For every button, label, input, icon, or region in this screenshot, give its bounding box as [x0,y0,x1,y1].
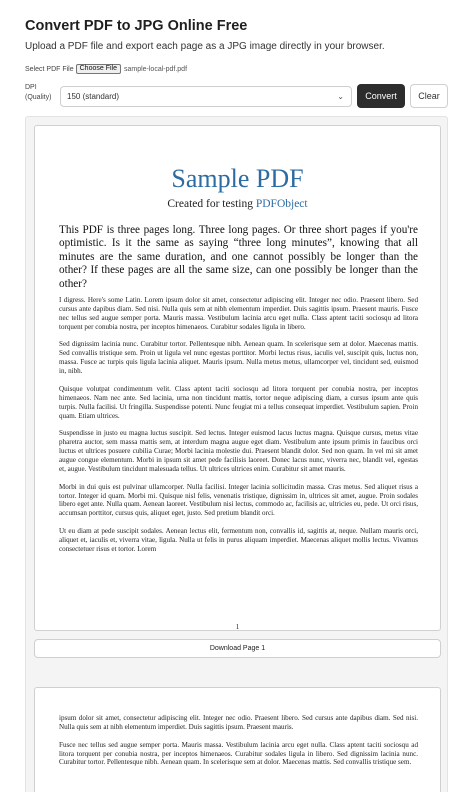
doc-paragraph: ipsum dolor sit amet, consectetur adipiscing elit. Integer nec odio. Praesent libero. Sed cursus ante dapibus diam. Sed nisi. Nulla quis sem at nibh elementum imperdiet. Duis sagittis ipsum. Praesent mauris. [59,714,418,731]
doc-paragraph: Morbi in dui quis est pulvinar ullamcorper. Nulla facilisi. Integer lacinia sollicitudin massa. Cras metus. Sed aliquet risus a tortor. Integer id quam. Morbi mi. Quisque nisl felis, venenatis tristique, dignissim in, ultrices sit amet, augue. Proin sodales libero eget ante. Nulla quam. Aenean laoreet. Vestibulum nisi lectus, commodo ac, facilisis ac, ultricies eu, pede. Ut orci risus, accumsan porttitor, cursus quis, aliquet eget, justo. Sed pretium blandit orci. [59,482,418,518]
page-subtitle: Upload a PDF file and export each page as a JPG image directly in your browser. [25,41,385,52]
choose-file-button[interactable]: Choose File [76,64,121,74]
doc-paragraphs [59,296,418,563]
dpi-label-line2: (Quality) [25,94,52,101]
preview-panel [25,116,448,792]
doc-paragraph: Sed dignissim lacinia nunc. Curabitur tortor. Pellentesque nibh. Aenean quam. In scelerisque sem at dolor. Maecenas mattis. Sed convallis tristique sem. Proin ut ligula vel nunc egestas porttitor. Morbi lectus risus, iaculis vel, suscipit quis, luctus non, massa. Fusce ac turpis quis ligula lacinia aliquet. Mauris ipsum. Nulla metus metus, ullamcorper vel, tincidunt sed, euismod in, nibh. [59,340,418,376]
dpi-label [25,83,55,103]
selected-file-name: sample-local-pdf.pdf [123,65,188,73]
doc-paragraph: Ut eu diam at pede suscipit sodales. Aenean lectus elit, fermentum non, convallis id, sagittis at, neque. Nullam mauris orci, aliquet et, iaculis et, viverra vitae, ligula. Nulla ut felis in purus aliquam imperdiet. Maecenas aliquet mollis lectus. Vivamus consectetuer risus et tortor. Lorem [59,527,418,553]
doc-paragraphs [59,714,418,776]
dpi-select[interactable] [60,86,352,107]
file-input-row [25,64,187,74]
doc-subtitle [35,198,440,210]
file-input-label: Select PDF File [25,65,74,73]
doc-subtitle-link: PDFObject [255,198,308,210]
doc-title: Sample PDF [171,164,304,193]
doc-intro: This PDF is three pages long. Three long pages. Or three short pages if you're optimistic. Is it the same as saying “three long minutes”, knowing that all minutes are the same duration, and one cannot possibly be longer than the other? If these pages are all the same size, can one possibly be longer than the other? [59,224,418,290]
page-number: 1 [235,623,240,631]
doc-paragraph: I digress. Here's some Latin. Lorem ipsum dolor sit amet, consectetur adipiscing elit. Integer nec odio. Praesent libero. Sed cursus ante dapibus diam. Sed nisi. Nulla quis sem at nibh elementum imperdiet. Duis sagittis ipsum. Praesent mauris. Fusce nec tellus sed augue semper porta. Mauris massa. Vestibulum lacinia arcu eget nulla. Class aptent taciti sociosqu ad litora torquent per conubia nostra, per inceptos himenaeos. Curabitur sodales ligula in libero. [59,296,418,331]
page-preview-2 [34,687,441,792]
chevron-down-icon: ⌄ [337,92,344,101]
clear-button[interactable]: Clear [410,84,448,108]
doc-paragraph: Quisque volutpat condimentum velit. Class aptent taciti sociosqu ad litora torquent per conubia nostra, per inceptos himenaeos. Nam nec ante. Sed lacinia, urna non tincidunt mattis, tortor neque adipiscing diam, a cursus ipsum ante quis turpis. Nulla facilisi. Ut fringilla. Suspendisse potenti. Nunc feugiat mi a tellus consequat imperdiet. Vestibulum sapien. Proin quam. Etiam ultrices. [59,384,418,420]
doc-subtitle-prefix: Created for testing [167,198,256,210]
convert-button[interactable]: Convert [357,84,405,108]
doc-paragraph: Suspendisse in justo eu magna luctus suscipit. Sed lectus. Integer euismod lacus luctus magna. Quisque cursus, metus vitae pharetra auctor, sem massa mattis sem, at interdum magna augue eget diam. Vestibulum ante ipsum primis in faucibus orci luctus et ultrices posuere cubilia Curae; Morbi lacinia molestie dui. Praesent blandit dolor. Sed non quam. In vel mi sit amet augue congue elementum. Morbi in ipsum sit amet pede facilisis laoreet. Donec lacus nunc, viverra nec, blandit vel, egestas et, augue. Vestibulum tincidunt malesuada tellus. Ut ultrices ultrices enim. Curabitur sit amet mauris. [59,429,418,473]
dpi-label-line1: DPI [25,84,37,91]
doc-paragraph: Fusce nec tellus sed augue semper porta. Mauris massa. Vestibulum lacinia arcu eget nulla. Class aptent taciti sociosqu ad litora torquent per conubia nostra, per inceptos himenaeos. Curabitur sodales ligula in libero. Sed dignissim lacinia nunc. Curabitur tortor. Pellentesque nibh. Aenean quam. In scelerisque sem at dolor. Maecenas mattis. Sed convallis tristique sem. [59,740,418,767]
download-page-1-button[interactable]: Download Page 1 [34,639,441,658]
dpi-selected-value: 150 (standard) [67,92,120,101]
page-preview-1 [34,125,441,631]
page-title: Convert PDF to JPG Online Free [25,18,248,34]
